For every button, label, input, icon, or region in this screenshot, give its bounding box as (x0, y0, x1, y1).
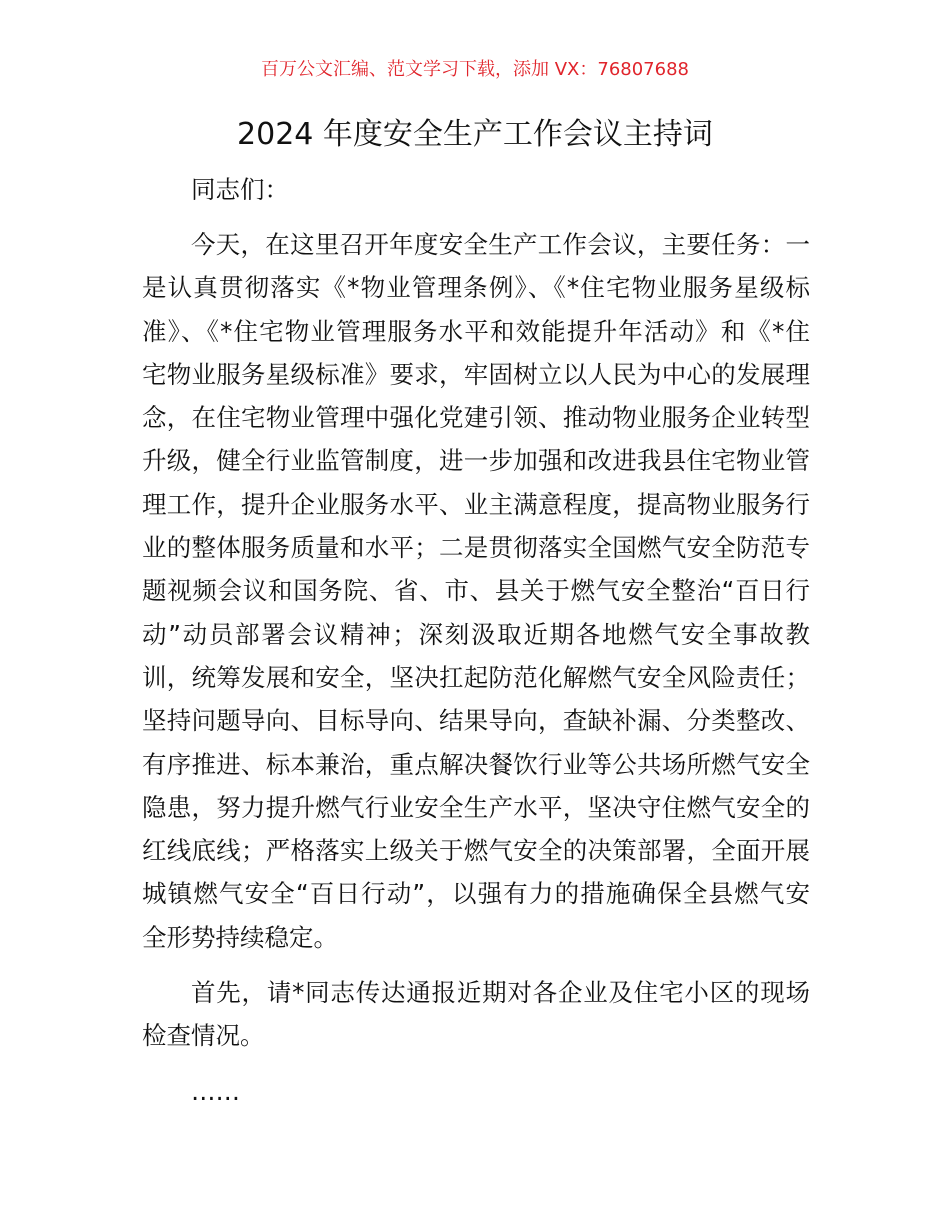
text-line: …… (191, 1077, 240, 1106)
text-line: 有序推进、标本兼治，重点解决餐饮行业等公共场所燃气安全 (142, 749, 810, 779)
text-line: 念，在住宅物业管理中强化党建引领、推动物业服务企业转型 (142, 403, 810, 433)
text-line: 今天，在这里召开年度安全生产工作会议，主要任务：一 (191, 230, 810, 259)
text-line: 训，统筹发展和安全，坚决扛起防范化解燃气安全风险责任； (142, 662, 810, 692)
text-line: 坚持问题导向、目标导向、结果导向，查缺补漏、分类整改、 (142, 706, 810, 736)
salutation-text: 同志们： (191, 175, 289, 204)
text-line: 题视频会议和国务院、省、市、县关于燃气安全整治“百日行 (142, 576, 810, 606)
text-line: 隐患，努力提升燃气行业安全生产水平，坚决守住燃气安全的 (142, 792, 810, 822)
text-line: 是认真贯彻落实《*物业管理条例》、《*住宅物业服务星级标 (142, 273, 810, 303)
text-line: 检查情况。 (142, 1021, 265, 1051)
text-line: 动”动员部署会议精神；深刻汲取近期各地燃气安全事故教 (142, 619, 810, 649)
watermark-header: 百万公文汇编、范文学习下载，添加 VX：76807688 (261, 59, 689, 80)
text-line: 理工作，提升企业服务水平、业主满意程度，提高物业服务行 (142, 489, 810, 519)
text-line: 升级，健全行业监管制度，进一步加强和改进我县住宅物业管 (142, 446, 810, 476)
paragraph-ellipsis (142, 1070, 810, 1113)
text-line: 宅物业服务星级标准》要求，牢固树立以人民为中心的发展理 (142, 359, 810, 389)
text-line: 全形势持续稳定。 (142, 922, 338, 952)
document-title: 2024 年度安全生产工作会议主持词 (237, 117, 713, 152)
paragraph-intro (142, 223, 810, 959)
text-line: 首先，请*同志传达通报近期对各企业及住宅小区的现场 (191, 978, 810, 1007)
paragraph-first-item (142, 971, 810, 1058)
salutation (142, 168, 810, 211)
text-line: 业的整体服务质量和水平；二是贯彻落实全国燃气安全防范专 (142, 533, 810, 563)
text-line: 准》、《*住宅物业管理服务水平和效能提升年活动》和《*住 (142, 316, 810, 346)
text-line: 城镇燃气安全“百日行动”，以强有力的措施确保全县燃气安 (142, 879, 810, 909)
text-line: 红线底线；严格落实上级关于燃气安全的决策部署，全面开展 (142, 836, 810, 866)
